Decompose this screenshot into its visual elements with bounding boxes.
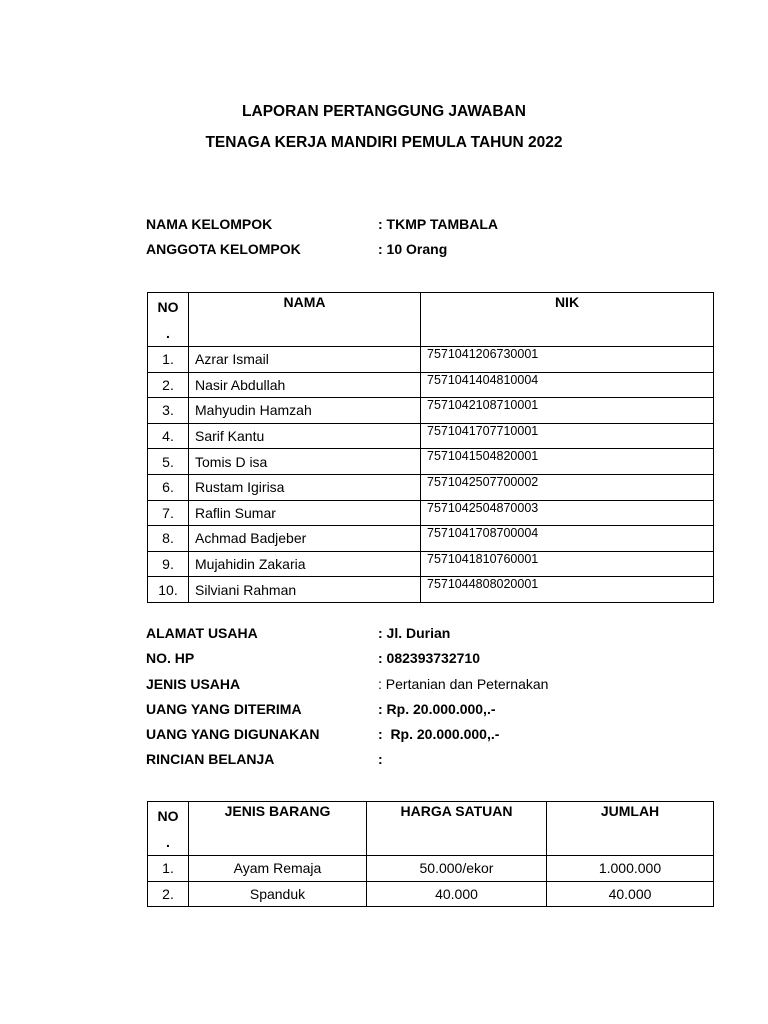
spending-row — [146, 751, 706, 771]
money-used-value: : Rp. 20.000.000,.- — [378, 726, 500, 742]
group-members-row — [146, 241, 706, 261]
member-nik: 7571041404810004 — [421, 372, 714, 398]
member-nik: 7571044808020001 — [421, 577, 714, 603]
table-row — [148, 423, 714, 449]
member-name: Azrar Ismail — [189, 347, 421, 373]
table-row — [148, 372, 714, 398]
member-nik: 7571042504870003 — [421, 500, 714, 526]
member-name: Mujahidin Zakaria — [189, 551, 421, 577]
item-total: 40.000 — [547, 881, 714, 907]
item-name: Ayam Remaja — [189, 856, 367, 882]
member-nik: 7571041707710001 — [421, 423, 714, 449]
money-received-row — [146, 701, 706, 721]
table-row — [148, 398, 714, 424]
table-row — [148, 526, 714, 552]
column-header-price: HARGA SATUAN — [367, 802, 547, 856]
column-header-no: NO . — [148, 293, 189, 347]
phone-label: NO. HP — [146, 650, 195, 666]
row-number: 2. — [148, 881, 189, 907]
money-received-label: UANG YANG DITERIMA — [146, 701, 302, 717]
address-label: ALAMAT USAHA — [146, 625, 258, 641]
member-name: Raflin Sumar — [189, 500, 421, 526]
business-type-row — [146, 676, 706, 696]
spending-value: : — [378, 751, 383, 767]
item-name: Spanduk — [189, 881, 367, 907]
members-table — [147, 292, 714, 603]
column-header-nama: NAMA — [189, 293, 421, 347]
money-used-row — [146, 726, 706, 746]
item-total: 1.000.000 — [547, 856, 714, 882]
group-members-value: : 10 Orang — [378, 241, 448, 257]
row-number: 8. — [148, 526, 189, 552]
column-header-item: JENIS BARANG — [189, 802, 367, 856]
member-name: Achmad Badjeber — [189, 526, 421, 552]
member-nik: 7571041206730001 — [421, 347, 714, 373]
column-header-nik: NIK — [421, 293, 714, 347]
row-number: 10. — [148, 577, 189, 603]
spending-label: RINCIAN BELANJA — [146, 751, 275, 767]
member-name: Rustam Igirisa — [189, 474, 421, 500]
address-value: : Jl. Durian — [378, 625, 451, 641]
item-price: 40.000 — [367, 881, 547, 907]
row-number: 9. — [148, 551, 189, 577]
row-number: 3. — [148, 398, 189, 424]
members-table-header — [148, 293, 714, 347]
money-received-value: : Rp. 20.000.000,.- — [378, 701, 496, 717]
column-header-no: NO . — [148, 802, 189, 856]
row-number: 4. — [148, 423, 189, 449]
row-number: 5. — [148, 449, 189, 475]
item-price: 50.000/ekor — [367, 856, 547, 882]
group-name-value: : TKMP TAMBALA — [378, 216, 499, 232]
member-name: Mahyudin Hamzah — [189, 398, 421, 424]
member-nik: 7571042108710001 — [421, 398, 714, 424]
address-row — [146, 625, 706, 645]
member-nik: 7571042507700002 — [421, 474, 714, 500]
member-nik: 7571041708700004 — [421, 526, 714, 552]
phone-row — [146, 650, 706, 670]
table-row — [148, 347, 714, 373]
table-row — [148, 577, 714, 603]
table-row — [148, 449, 714, 475]
business-type-label: JENIS USAHA — [146, 676, 241, 692]
row-number: 1. — [148, 347, 189, 373]
report-title: LAPORAN PERTANGGUNG JAWABAN — [242, 103, 526, 120]
row-number: 7. — [148, 500, 189, 526]
table-row — [148, 856, 714, 882]
row-number: 1. — [148, 856, 189, 882]
money-used-label: UANG YANG DIGUNAKAN — [146, 726, 320, 742]
business-type-value: : Pertanian dan Peternakan — [378, 676, 549, 692]
member-name: Tomis D isa — [189, 449, 421, 475]
table-row — [148, 474, 714, 500]
spending-table-header — [148, 802, 714, 856]
group-name-label: NAMA KELOMPOK — [146, 216, 273, 232]
member-name: Sarif Kantu — [189, 423, 421, 449]
row-number: 6. — [148, 474, 189, 500]
column-header-total: JUMLAH — [547, 802, 714, 856]
table-row — [148, 881, 714, 907]
spending-table — [147, 801, 714, 907]
phone-value: : 082393732710 — [378, 650, 480, 666]
member-nik: 7571041504820001 — [421, 449, 714, 475]
table-row — [148, 551, 714, 577]
group-name-row — [146, 216, 706, 236]
table-row — [148, 500, 714, 526]
group-members-label: ANGGOTA KELOMPOK — [146, 241, 301, 257]
member-name: Nasir Abdullah — [189, 372, 421, 398]
row-number: 2. — [148, 372, 189, 398]
member-name: Silviani Rahman — [189, 577, 421, 603]
member-nik: 7571041810760001 — [421, 551, 714, 577]
report-subtitle: TENAGA KERJA MANDIRI PEMULA TAHUN 2022 — [205, 134, 563, 151]
